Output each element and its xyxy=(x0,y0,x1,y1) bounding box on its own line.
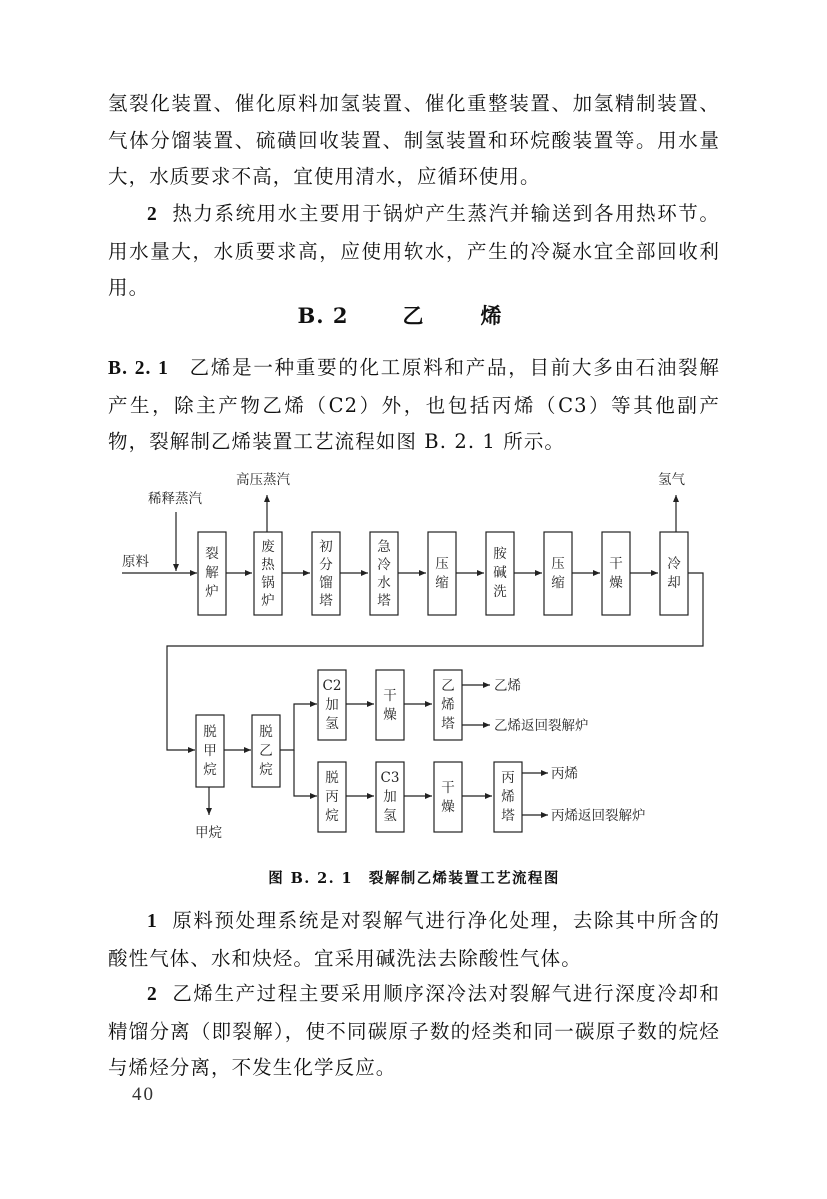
box-compression-2 xyxy=(544,532,572,615)
box-char: 脱 xyxy=(203,724,217,740)
box-compression-1 xyxy=(428,532,456,615)
paragraph-text: 原料预处理系统是对裂解气进行净化处理，去除其中所含的酸性气体、水和炔烃。宜采用碱洗法去除酸性气体。 xyxy=(108,909,720,970)
box-c3-hydrogenation xyxy=(376,762,404,832)
box-char: 加 xyxy=(383,789,397,805)
box-char: 丙 xyxy=(325,789,339,805)
box-char: C2 xyxy=(322,678,342,694)
box-char: 急 xyxy=(377,539,391,555)
box-char: 甲 xyxy=(203,743,217,759)
box-char: 缩 xyxy=(551,575,565,591)
box-char: 冷 xyxy=(667,556,681,572)
section-name-char: 乙 xyxy=(402,303,425,328)
box-cooling xyxy=(660,532,688,615)
box-char: 水 xyxy=(377,575,391,591)
box-char: 热 xyxy=(261,557,275,573)
box-deethanizer xyxy=(252,715,280,787)
box-char: 丙 xyxy=(501,770,515,786)
box-char: 炉 xyxy=(205,584,219,600)
item-number: 2 xyxy=(147,204,158,225)
box-demethanizer xyxy=(196,715,224,787)
page-number: 40 xyxy=(132,1084,155,1105)
box-char: 干 xyxy=(609,556,623,572)
box-char: 烷 xyxy=(325,808,339,824)
box-char: 锅 xyxy=(261,575,275,591)
paragraph-pretreatment xyxy=(108,903,720,977)
box-char: 碱 xyxy=(493,565,507,581)
box-char: 干 xyxy=(383,688,397,704)
box-char: 胺 xyxy=(493,546,507,562)
section-number: B. 2 xyxy=(297,303,349,328)
box-char: 压 xyxy=(435,556,449,572)
box-char: 馏 xyxy=(319,575,333,591)
label-feed: 原料 xyxy=(122,554,149,570)
box-char: 解 xyxy=(205,565,219,581)
item-number: 2 xyxy=(147,984,158,1005)
paragraph-separation xyxy=(108,976,720,1087)
label-ethylene: 乙烯 xyxy=(494,678,521,694)
box-char: 氢 xyxy=(383,808,397,824)
box-waste-heat-boiler xyxy=(254,532,282,615)
box-quench-tower xyxy=(370,532,398,615)
box-char: 塔 xyxy=(377,593,391,609)
box-char: 脱 xyxy=(259,724,273,740)
arrow-to-c2-hydro xyxy=(280,704,317,750)
arrow-to-depropanizer xyxy=(294,750,317,796)
box-c2-hydrogenation xyxy=(318,670,346,740)
box-amine-caustic-wash xyxy=(486,532,514,615)
box-char: 炉 xyxy=(261,593,275,609)
label-dilution-steam: 稀释蒸汽 xyxy=(148,491,202,507)
box-cracker xyxy=(198,532,226,615)
label-ethylene-recycle: 乙烯返回裂解炉 xyxy=(494,718,589,734)
clause-text: 乙烯是一种重要的化工原料和产品，目前大多由石油裂解产生，除主产物乙烯（C2）外，也包括丙烯（C3）等其他副产物，裂解制乙烯装置工艺流程如图 B. 2. 1 所示。 xyxy=(108,356,720,453)
box-drying-2 xyxy=(376,670,404,740)
box-char: 加 xyxy=(325,697,339,713)
box-char: 分 xyxy=(319,557,333,573)
box-primary-fractionator xyxy=(312,532,340,615)
box-char: 初 xyxy=(319,539,333,555)
box-char: 脱 xyxy=(325,770,339,786)
box-char: 缩 xyxy=(435,575,449,591)
box-propylene-tower xyxy=(494,762,522,832)
box-char: 燥 xyxy=(609,575,623,591)
box-char: 却 xyxy=(667,575,681,591)
box-drying-1 xyxy=(602,532,630,615)
box-char: 烷 xyxy=(203,762,217,778)
box-ethylene-tower xyxy=(434,670,462,740)
box-char: 燥 xyxy=(383,707,397,723)
label-methane: 甲烷 xyxy=(195,825,222,841)
box-char: 乙 xyxy=(259,743,273,759)
box-depropanizer xyxy=(318,762,346,832)
box-char: 洗 xyxy=(493,584,507,600)
item-number: 1 xyxy=(147,911,158,932)
paragraph-text: 热力系统用水主要用于锅炉产生蒸汽并输送到各用热环节。用水量大，水质要求高，应使用软水，产生的冷凝水宜全部回收利用。 xyxy=(108,202,720,299)
box-char: 乙 xyxy=(441,678,455,694)
clause-number: B. 2. 1 xyxy=(108,358,169,379)
box-char: 塔 xyxy=(441,716,455,732)
box-char: 干 xyxy=(441,780,455,796)
box-char: C3 xyxy=(380,770,400,786)
label-hp-steam: 高压蒸汽 xyxy=(236,472,290,488)
label-propylene-recycle: 丙烯返回裂解炉 xyxy=(551,808,646,824)
figure-caption: 图 B. 2. 1 裂解制乙烯装置工艺流程图 xyxy=(268,870,560,887)
box-char: 废 xyxy=(261,539,275,555)
paragraph-continued: 氢裂化装置、催化原料加氢装置、催化重整装置、加氢精制装置、气体分馏装置、硫磺回收装置、制氢装置和环烷酸装置等。用水量大，水质要求不高，宜使用清水，应循环使用。 xyxy=(108,92,720,188)
box-char: 塔 xyxy=(319,593,333,609)
box-char: 烯 xyxy=(501,789,515,805)
box-char: 氢 xyxy=(325,716,339,732)
box-drying-3 xyxy=(434,762,462,832)
box-char: 压 xyxy=(551,556,565,572)
box-char: 烷 xyxy=(259,762,273,778)
label-hydrogen: 氢气 xyxy=(658,472,685,488)
box-char: 裂 xyxy=(205,546,219,562)
label-propylene: 丙烯 xyxy=(551,766,578,782)
paragraph-text: 乙烯生产过程主要采用顺序深冷法对裂解气进行深度冷却和精馏分离（即裂解），使不同碳原子数的烃类和同一碳原子数的烷烃与烯烃分离，不发生化学反应。 xyxy=(108,982,720,1079)
section-name-char: 烯 xyxy=(480,303,503,328)
box-char: 烯 xyxy=(441,697,455,713)
box-char: 冷 xyxy=(377,557,391,573)
box-char: 燥 xyxy=(441,799,455,815)
box-char: 塔 xyxy=(501,808,515,824)
